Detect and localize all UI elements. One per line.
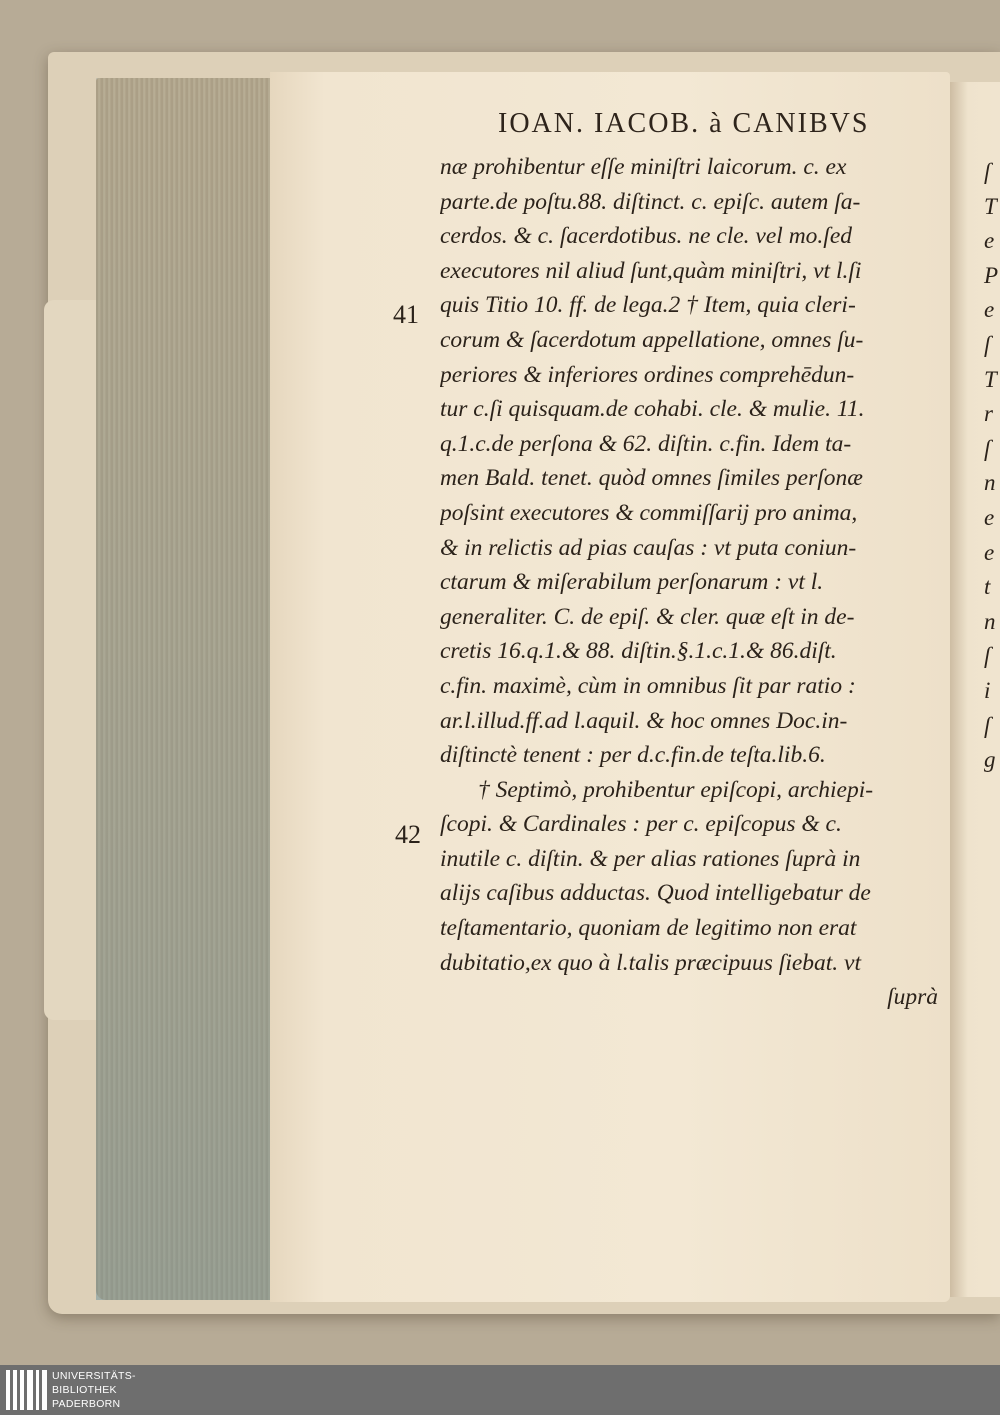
page-block-edge bbox=[96, 78, 286, 1300]
cover-flap bbox=[44, 300, 104, 1020]
facing-fragment: P bbox=[984, 262, 999, 288]
facing-fragment: e bbox=[984, 297, 995, 323]
library-name-line: PADERBORN bbox=[52, 1398, 121, 1410]
text-line: q.1.c.de perſona & 62. diſtin. c.fin. Idem ta- bbox=[440, 430, 852, 457]
library-name-line: UNIVERSITÄTS- bbox=[52, 1370, 136, 1382]
library-name-line: BIBLIOTHEK bbox=[52, 1384, 117, 1396]
text-line: cretis 16.q.1.& 88. diſtin.§.1.c.1.& 86.diſt. bbox=[440, 638, 837, 665]
running-head: IOAN. IACOB. à CANIBVS bbox=[498, 108, 870, 139]
facing-fragment: e bbox=[984, 504, 995, 530]
text-line: tur c.ſi quisquam.de cohabi. cle. & mulie. 11. bbox=[440, 396, 865, 423]
text-line: generaliter. C. de epiſ. & cler. quæ eſt in de- bbox=[440, 603, 855, 630]
facing-fragment: ſ bbox=[984, 643, 991, 669]
text-line: teſtamentario, quoniam de legitimo non erat bbox=[440, 915, 857, 942]
text-line: c.fin. maximè, cùm in omnibus ſit par ratio : bbox=[440, 672, 856, 699]
facing-fragment: T bbox=[984, 193, 997, 219]
text-line: cerdos. & c. ſacerdotibus. ne cle. vel mo.ſed bbox=[440, 223, 852, 250]
library-logo-icon bbox=[6, 1370, 48, 1410]
text-line: inutile c. diſtin. & per alias rationes ſuprà in bbox=[440, 845, 861, 872]
facing-fragment: g bbox=[984, 747, 996, 773]
marginal-number: 41 bbox=[393, 300, 419, 329]
text-line: ctarum & miſerabilum perſonarum : vt l. bbox=[440, 569, 824, 596]
catchword: ſuprà bbox=[887, 984, 938, 1011]
text-line: executores nil aliud ſunt,quàm miniſtri, vt l.ſi bbox=[440, 257, 862, 284]
facing-fragment: n bbox=[984, 608, 996, 634]
text-line: alijs caſibus adductas. Quod intelligebatur de bbox=[440, 880, 871, 907]
text-line: diſtinctè tenent : per d.c.fin.de teſta.lib.6. bbox=[440, 742, 826, 769]
text-line: quis Titio 10. ff. de lega.2 † Item, quia cleri- bbox=[440, 292, 856, 319]
facing-fragment: n bbox=[984, 470, 996, 496]
text-line: poſsint executores & commiſſarij pro anima, bbox=[440, 499, 858, 526]
facing-fragment: ſ bbox=[984, 712, 991, 738]
facing-fragment: t bbox=[984, 574, 991, 600]
text-line: ar.l.illud.ff.ad l.aquil. & hoc omnes Doc.in- bbox=[440, 707, 848, 734]
text-line: periores & inferiores ordines comprehēdun- bbox=[440, 361, 855, 388]
text-line: ſcopi. & Cardinales : per c. epiſcopus & c. bbox=[440, 811, 842, 838]
text-line: dubitatio,ex quo à l.talis præcipuus ſiebat. vt bbox=[440, 949, 862, 976]
facing-fragment: i bbox=[984, 677, 991, 703]
body-text bbox=[440, 150, 938, 1015]
library-footer bbox=[0, 1365, 1000, 1415]
facing-fragment: ſ bbox=[984, 331, 991, 357]
text-line: corum & ſacerdotum appellatione, omnes ſu- bbox=[440, 326, 864, 353]
facing-fragment: e bbox=[984, 228, 995, 254]
facing-fragment: ſ bbox=[984, 159, 991, 184]
text-line: parte.de poſtu.88. diſtinct. c. epiſc. autem ſa- bbox=[440, 188, 861, 215]
facing-page-text bbox=[984, 155, 998, 778]
facing-fragment: T bbox=[984, 366, 997, 392]
facing-fragment: ſ bbox=[984, 435, 991, 461]
text-line: & in relictis ad pias cauſas : vt puta coniun- bbox=[440, 534, 857, 561]
text-line: næ prohibentur eſſe miniſtri laicorum. c. ex bbox=[440, 154, 847, 180]
library-name bbox=[52, 1369, 136, 1411]
marginal-number: 42 bbox=[395, 820, 421, 849]
text-line: † Septimò, prohibentur epiſcopi, archiepi- bbox=[478, 776, 874, 803]
facing-fragment: r bbox=[984, 401, 993, 427]
facing-fragment: e bbox=[984, 539, 995, 565]
text-line: men Bald. tenet. quòd omnes ſimiles perſonæ bbox=[440, 465, 863, 492]
